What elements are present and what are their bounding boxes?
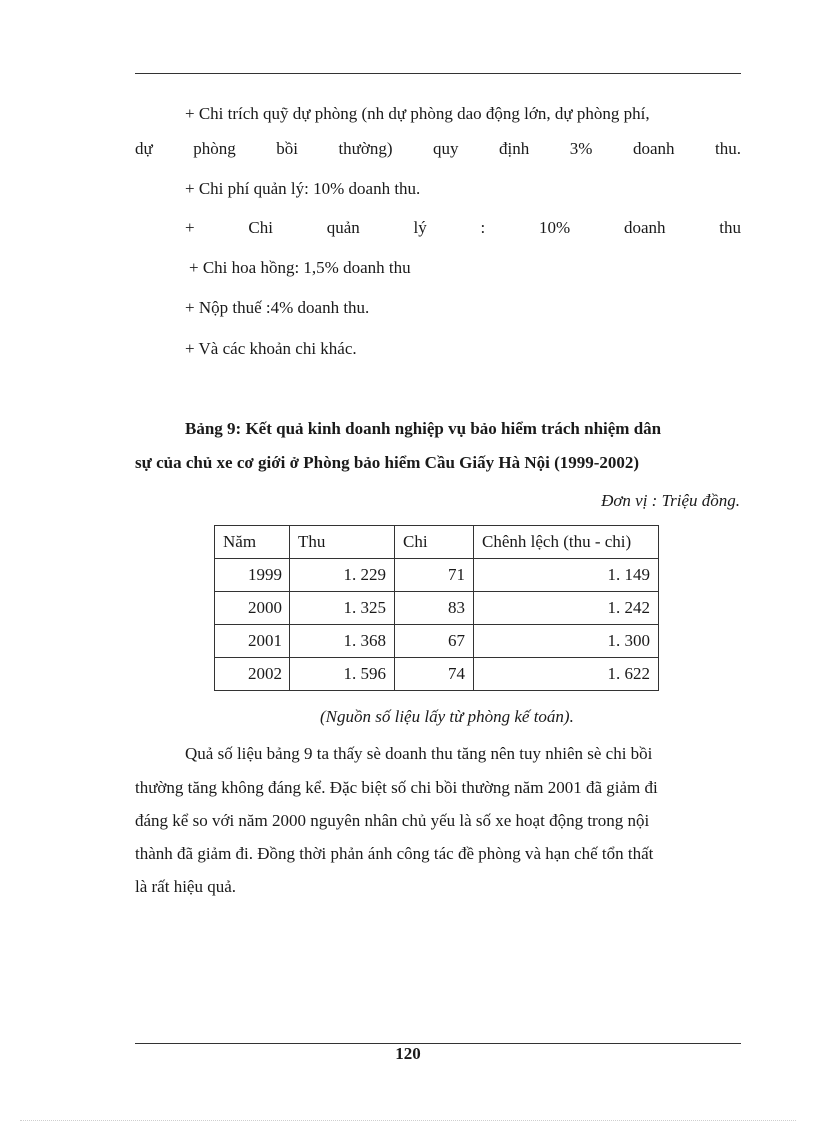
- paragraph-line: thường tăng không đáng kể. Đặc biệt số chi bồi thường năm 2001 đã giảm đi: [135, 778, 658, 797]
- word: 10%: [539, 218, 571, 237]
- paragraph-line: Quả số liệu bảng 9 ta thấy sè doanh thu tăng nên tuy nhiên sè chi bồi: [185, 744, 653, 763]
- word: định: [499, 139, 530, 158]
- unit-note: Đơn vị : Triệu đồng.: [601, 491, 740, 510]
- word: thu.: [715, 139, 741, 158]
- cell-expense: 74: [395, 658, 474, 691]
- word: 3%: [569, 139, 593, 158]
- table-header-row: [215, 526, 659, 559]
- cell-difference: 1. 622: [474, 658, 659, 691]
- word: doanh: [623, 218, 666, 237]
- source-note: (Nguồn số liệu lấy từ phòng kế toán).: [320, 707, 574, 726]
- table-row: [215, 658, 659, 691]
- word: quy: [433, 139, 459, 158]
- cell-revenue: 1. 596: [290, 658, 395, 691]
- paragraph-line: đáng kể so với năm 2000 nguyên nhân chủ yếu là số xe hoạt động trong nội: [135, 811, 650, 830]
- cell-year: 1999: [215, 559, 290, 592]
- cell-difference: 1. 242: [474, 592, 659, 625]
- word: doanh: [632, 139, 675, 158]
- header-revenue: Thu: [290, 526, 395, 559]
- page-edge: [20, 1120, 796, 1121]
- word: +: [185, 218, 195, 237]
- header-expense: Chi: [395, 526, 474, 559]
- cell-difference: 1. 300: [474, 625, 659, 658]
- table-title-line1: Bảng 9: Kết quả kinh doanh nghiệp vụ bảo hiểm trách nhiệm dân: [185, 419, 662, 438]
- cell-revenue: 1. 229: [290, 559, 395, 592]
- bullet-other-costs: + Và các khoản chi khác.: [185, 339, 357, 358]
- bullet-commission: + Chi hoa hồng: 1,5% doanh thu: [189, 258, 411, 277]
- cell-difference: 1. 149: [474, 559, 659, 592]
- cell-expense: 71: [395, 559, 474, 592]
- word: quản: [326, 218, 360, 237]
- bullet-reserve-fund: + Chi trích quỹ dự phòng (nh dự phòng dao động lớn, dự phòng phí,: [185, 104, 650, 123]
- word: Chi: [248, 218, 273, 237]
- cell-expense: 83: [395, 592, 474, 625]
- table-row: [215, 559, 659, 592]
- cell-year: 2000: [215, 592, 290, 625]
- word: :: [480, 218, 486, 237]
- cell-year: 2002: [215, 658, 290, 691]
- paragraph-line: là rất hiệu quả.: [135, 877, 237, 896]
- cell-revenue: 1. 368: [290, 625, 395, 658]
- cell-expense: 67: [395, 625, 474, 658]
- cell-revenue: 1. 325: [290, 592, 395, 625]
- word: lý: [413, 218, 427, 237]
- bullet-tax: + Nộp thuế :4% doanh thu.: [185, 298, 370, 317]
- word: thu: [719, 218, 741, 237]
- results-table: [214, 525, 659, 691]
- page-number: 120: [395, 1044, 421, 1063]
- bullet-management-cost: + Chi phí quản lý: 10% doanh thu.: [185, 179, 421, 198]
- bullet-management-spend: [185, 217, 741, 239]
- header-rule: [135, 73, 741, 74]
- table-row: [215, 592, 659, 625]
- table-row: [215, 625, 659, 658]
- word: thường): [338, 139, 393, 158]
- word: bồi: [276, 139, 298, 158]
- word: phòng: [193, 139, 236, 158]
- header-difference: Chênh lệch (thu - chi): [474, 526, 659, 559]
- header-year: Năm: [215, 526, 290, 559]
- table-title-line2: sự của chủ xe cơ giới ở Phòng bảo hiểm Cầu Giấy Hà Nội (1999-2002): [135, 453, 640, 472]
- cell-year: 2001: [215, 625, 290, 658]
- bullet-reserve-fund-cont: [135, 138, 741, 160]
- paragraph-line: thành đã giảm đi. Đồng thời phản ánh công tác đề phòng và hạn chế tổn thất: [135, 844, 654, 863]
- word: dự: [135, 139, 153, 158]
